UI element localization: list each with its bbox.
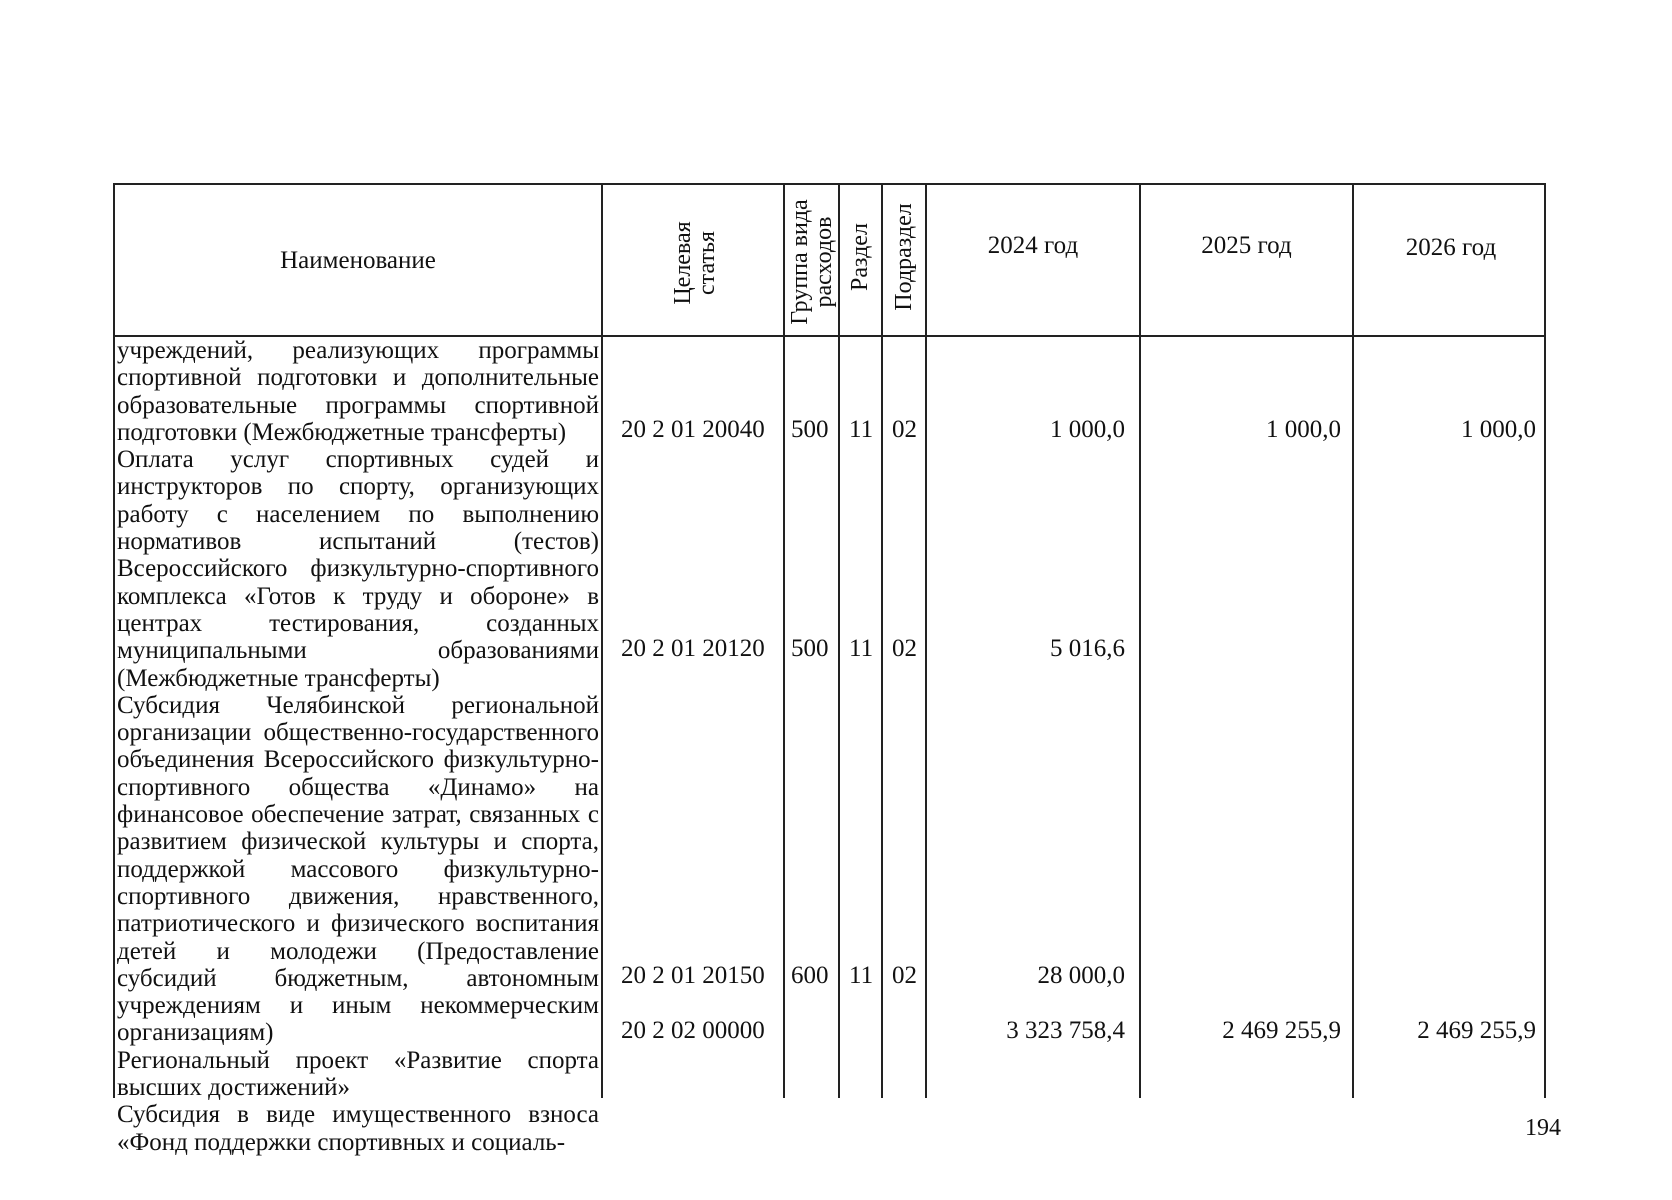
row-name: Субсидия Челябинской региональной организации общественно-государственного объединения Всероссийского физкультурно-спортивного общества «Динамо» на финансовое обеспечение затрат, связанных с развитием физической культуры и спорта, поддержкой массового физкультурно-спортивного движения, нравственного, патриотического и физического воспитания детей и молодежи (Предоставление субсидий бюджетным, автономным учреждениям и иным некоммерческим организациям) — [117, 691, 599, 1047]
row-name: Субсидия в виде имущественного взноса «Фонд поддержки спортивных и социаль- — [117, 1101, 599, 1156]
row-group: 600 — [791, 962, 829, 989]
header-group-line1: Группа вида — [787, 199, 813, 325]
row-group: 500 — [791, 416, 829, 443]
row-amount-2024: 3 323 758,4 — [1006, 1017, 1125, 1044]
header-2024 — [927, 170, 1139, 322]
row-subsection: 02 — [892, 416, 917, 443]
row-amount-2025: 1 000,0 — [1266, 416, 1341, 443]
header-2024-text: 2024 год — [987, 232, 1079, 259]
header-target-article — [671, 221, 719, 304]
row-amount-2025: 2 469 255,9 — [1222, 1017, 1341, 1044]
header-name — [115, 185, 601, 337]
row-target: 20 2 01 20150 — [621, 962, 765, 989]
row-name: Оплата услуг спортивных судей и инструкторов по спорту, организующих работу с населением по выполнению нормативов испытаний (тестов) Всероссийского физкультурно-спортивного комплекса «Готов к труду и обороне» в центрах тестирования, созданных муниципальными образованиями (Межбюджетные трансферты) — [117, 446, 599, 692]
header-subsection — [892, 203, 916, 310]
header-section-text: Раздел — [847, 223, 873, 291]
row-target: 20 2 02 00000 — [621, 1017, 765, 1044]
row-name: Региональный проект «Развитие спорта высших достижений» — [117, 1046, 599, 1102]
header-2025-text: 2025 год — [1201, 232, 1292, 259]
col-divider — [783, 185, 785, 1098]
row-amount-2024: 5 016,6 — [1050, 635, 1125, 662]
header-section — [848, 223, 872, 291]
description-column — [115, 337, 601, 1156]
row-target: 20 2 01 20040 — [621, 416, 765, 443]
header-2025 — [1141, 170, 1352, 322]
row-section: 11 — [849, 635, 874, 662]
row-section: 11 — [849, 416, 874, 443]
header-subsection-text: Подраздел — [891, 203, 917, 311]
col-divider — [601, 185, 603, 1098]
header-name-text: Наименование — [280, 247, 436, 274]
page-number: 194 — [1525, 1115, 1561, 1141]
header-2026 — [1354, 172, 1548, 324]
row-subsection: 02 — [892, 635, 917, 662]
row-amount-2024: 1 000,0 — [1050, 416, 1125, 443]
row-section: 11 — [849, 962, 874, 989]
header-target-line2: статья — [694, 231, 720, 295]
col-divider — [838, 185, 840, 1098]
header-expense-group — [788, 199, 836, 324]
col-divider — [881, 185, 883, 1098]
row-name: учреждений, реализующих программы спортивной подготовки и дополнительные образовательные программы спортивной подготовки (Межбюджетные трансферты) — [117, 337, 599, 446]
header-target-line1: Целевая — [670, 221, 696, 305]
row-group: 500 — [791, 635, 829, 662]
row-target: 20 2 01 20120 — [621, 635, 765, 662]
header-group-line2: расходов — [811, 216, 837, 308]
row-amount-2026: 1 000,0 — [1461, 416, 1536, 443]
row-amount-2024: 28 000,0 — [1037, 962, 1125, 989]
header-2026-text: 2026 год — [1405, 234, 1497, 261]
row-amount-2026: 2 469 255,9 — [1417, 1017, 1536, 1044]
row-subsection: 02 — [892, 962, 917, 989]
